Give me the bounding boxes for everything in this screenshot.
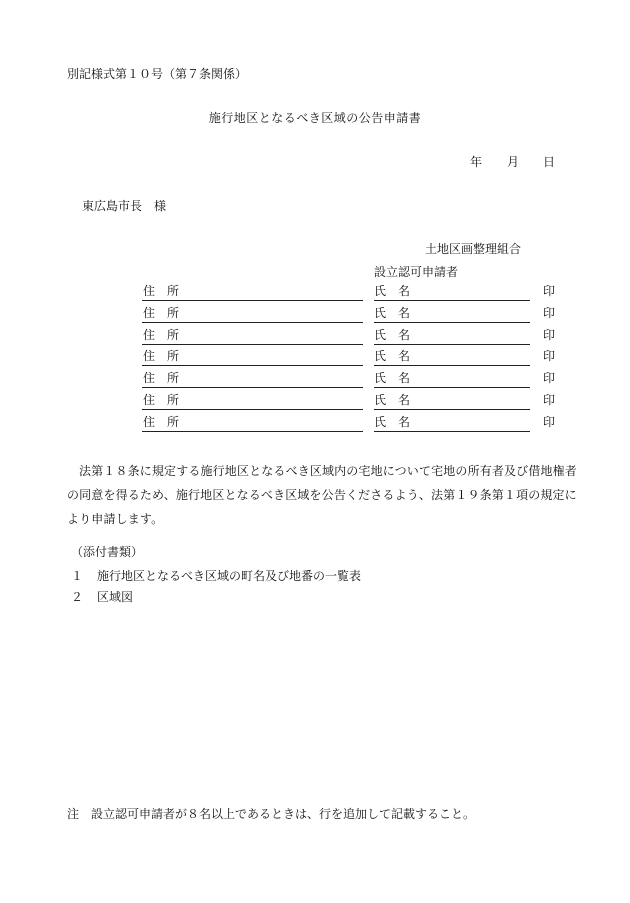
address-label: 住 所	[143, 305, 180, 320]
signature-row	[0, 284, 630, 304]
name-label: 氏 名	[374, 284, 411, 298]
date-year-label: 年	[470, 155, 483, 169]
seal-mark: 印	[543, 284, 556, 298]
date-month-label: 月	[507, 155, 520, 169]
address-line[interactable]	[142, 409, 363, 410]
name-label: 氏 名	[374, 349, 411, 364]
footnote: 注 設立認可申請者が８名以上であるときは、行を追加して記載すること。	[67, 807, 476, 821]
signature-row	[0, 306, 630, 326]
body-paragraph: 法第１８条に規定する施行地区となるべき区域内の宅地について宅地の所有者及び借地権者の同意を得るため、施行地区となるべき区域を公告くださるよう、法第１９条第１項の規定により申請します。	[67, 464, 577, 526]
address-line[interactable]	[142, 431, 363, 432]
attachment-item	[71, 590, 133, 604]
name-line[interactable]	[374, 387, 530, 388]
name-label: 氏 名	[374, 371, 411, 386]
address-line[interactable]	[142, 387, 363, 388]
name-line[interactable]	[374, 431, 530, 432]
signature-row	[0, 349, 630, 369]
signature-row	[0, 328, 630, 348]
name-label: 氏 名	[374, 327, 411, 342]
address-line[interactable]	[142, 322, 363, 323]
attachments-heading: （添付書類）	[71, 545, 144, 559]
attachment-text: 施行地区となるべき区域の町名及び地番の一覧表	[97, 569, 362, 583]
address-label: 住 所	[143, 393, 180, 407]
seal-mark: 印	[543, 305, 556, 320]
name-line[interactable]	[374, 344, 530, 345]
name-line[interactable]	[374, 365, 530, 366]
signature-row	[0, 393, 630, 413]
name-label: 氏 名	[374, 393, 411, 407]
address-line[interactable]	[142, 365, 363, 366]
address-label: 住 所	[143, 414, 180, 429]
form-number: 別記様式第１０号（第７条関係）	[67, 67, 248, 81]
attachment-item	[71, 569, 361, 583]
attachment-text: 区域図	[97, 590, 134, 604]
address-label: 住 所	[143, 349, 180, 364]
applicant-label: 設立認可申請者	[374, 265, 459, 279]
address-line[interactable]	[142, 344, 363, 345]
seal-mark: 印	[543, 349, 556, 364]
signature-row	[0, 371, 630, 391]
name-label: 氏 名	[374, 414, 411, 429]
addressee: 東広島市長 様	[82, 199, 167, 213]
name-line[interactable]	[374, 322, 530, 323]
name-label: 氏 名	[374, 305, 411, 320]
attachment-number: ２	[71, 590, 84, 604]
organization-name: 土地区画整理組合	[425, 242, 522, 256]
attachment-number: １	[71, 569, 84, 583]
signature-row	[0, 415, 630, 435]
date-day-label: 日	[543, 155, 556, 169]
name-line[interactable]	[374, 300, 530, 301]
address-label: 住 所	[143, 284, 180, 298]
seal-mark: 印	[543, 371, 556, 386]
seal-mark: 印	[543, 393, 556, 407]
address-label: 住 所	[143, 371, 180, 386]
document-title: 施行地区となるべき区域の公告申請書	[208, 111, 422, 125]
address-label: 住 所	[143, 327, 180, 342]
seal-mark: 印	[543, 327, 556, 342]
name-line[interactable]	[374, 409, 530, 410]
seal-mark: 印	[543, 414, 556, 429]
address-line[interactable]	[142, 300, 363, 301]
